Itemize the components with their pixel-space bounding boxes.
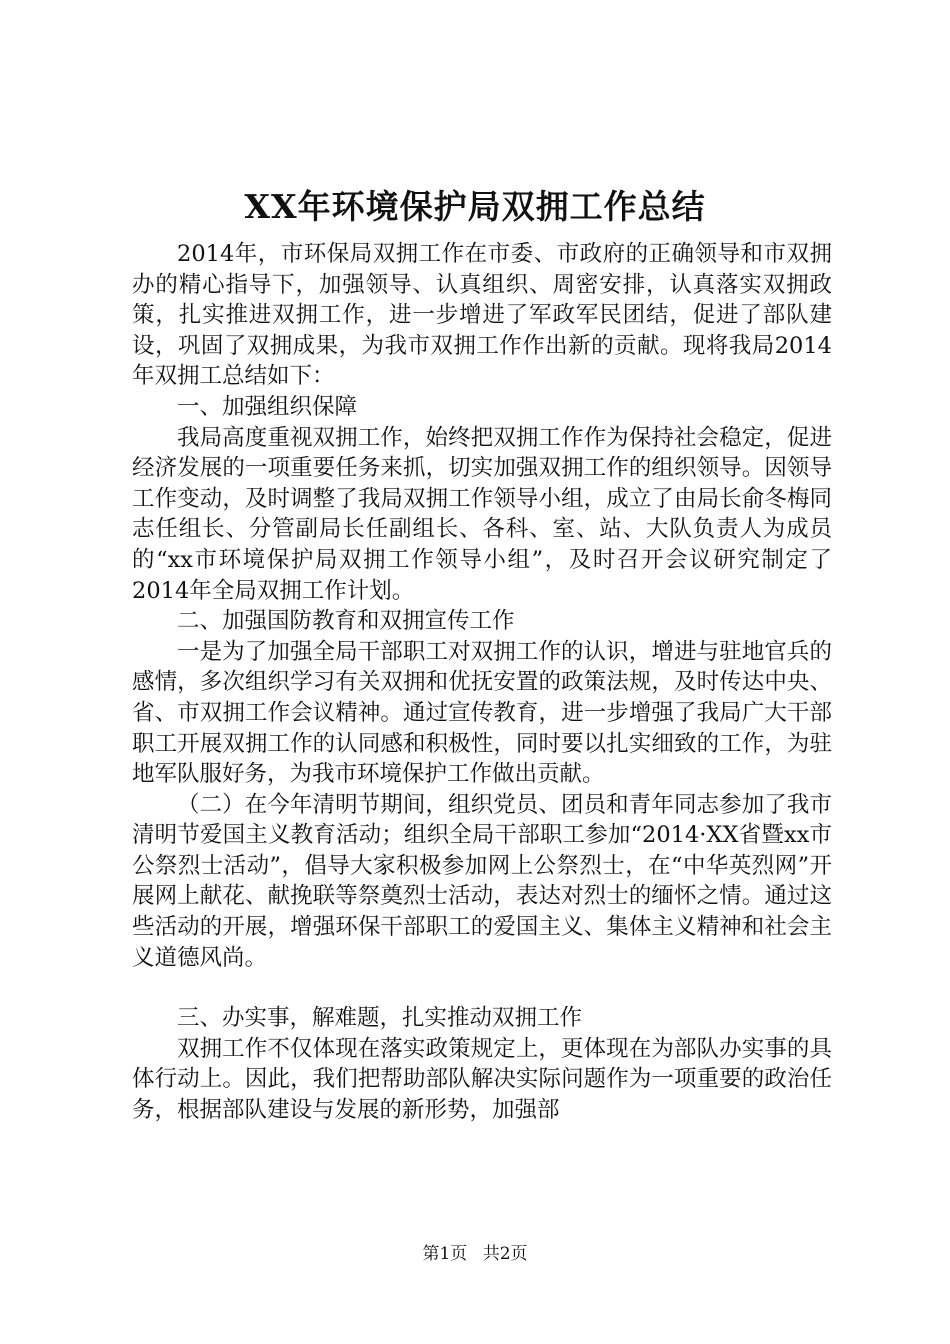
page-total: 共2页 — [482, 1244, 528, 1264]
section-heading-1: 一、加强组织保障 — [177, 393, 358, 420]
section-1-paragraph: 我局高度重视双拥工作，始终把双拥工作作为保持社会稳定，促进经济发展的一项重要任务来抓，切实加强双拥工作的组织领导。因领导工作变动，及时调整了我局双拥工作领导小组，成立了由局长俞冬梅同志任组长、分管副局长任副组长、各科、室、站、大队负责人为成员的“xx市环境保护局双拥工作领导小组”，及时召开会议研究制定了2014年全局双拥工作计划。 — [132, 424, 832, 604]
document-title: XX年环境保护局双拥工作总结 — [244, 187, 706, 226]
paragraph-spacer — [132, 973, 832, 1003]
intro-paragraph: 2014年，市环保局双拥工作在市委、市政府的正确领导和市双拥办的精心指导下，加强领导、认真组织、周密安排，认真落实双拥政策，扎实推进双拥工作，进一步增进了军政军民团结，促进了部队建设，巩固了双拥成果，为我市双拥工作作出新的贡献。现将我局2014年双拥工总结如下： — [132, 241, 832, 390]
page-footer — [0, 1242, 950, 1266]
section-2-paragraph-2: （二）在今年清明节期间，组织党员、团员和青年同志参加了我市清明节爱国主义教育活动；组织全局干部职工参加“2014·XX省暨xx市公祭烈士活动”，倡导大家积极参加网上公祭烈士，在“中华英烈网”开展网上献花、献挽联等祭奠烈士活动，表达对烈士的缅怀之情。通过这些活动的开展，增强环保干部职工的爱国主义、集体主义精神和社会主义道德风尚。 — [132, 791, 832, 971]
section-3-paragraph: 双拥工作不仅体现在落实政策规定上，更体现在为部队办实事的具体行动上。因此，我们把帮助部队解决实际问题作为一项重要的政治任务，根据部队建设与发展的新形势，加强部 — [132, 1035, 832, 1124]
section-heading-3: 三、办实事，解难题，扎实推动双拥工作 — [177, 1005, 583, 1032]
section-2-paragraph-1: 一是为了加强全局干部职工对双拥工作的认识，增进与驻地官兵的感情，多次组织学习有关双拥和优抚安置的政策法规，及时传达中央、省、市双拥工作会议精神。通过宣传教育，进一步增强了我局广大干部职工开展双拥工作的认同感和积极性，同时要以扎实细致的工作，为驻地军队服好务，为我市环境保护工作做出贡献。 — [132, 638, 832, 788]
section-heading-2: 二、加强国防教育和双拥宣传工作 — [177, 608, 515, 635]
page-number: 第1页 — [422, 1244, 468, 1264]
document-body — [132, 239, 832, 1126]
